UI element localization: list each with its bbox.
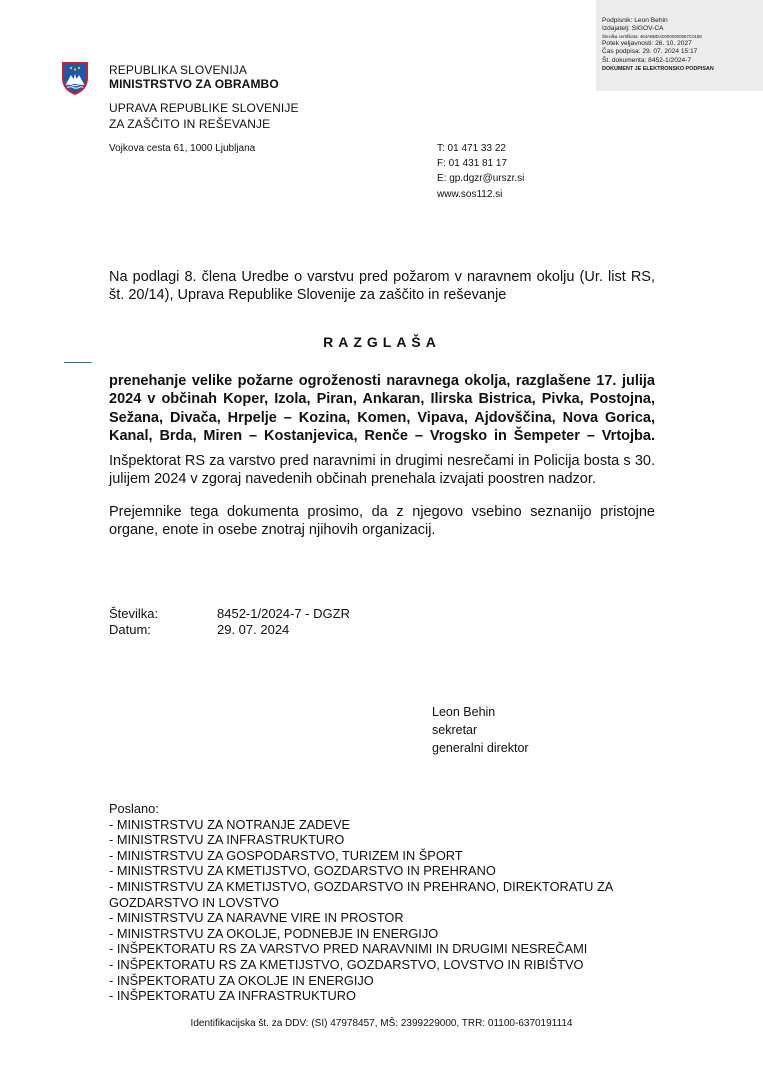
header-republic: REPUBLIKA SLOVENIJA <box>109 63 247 77</box>
list-item: - MINISTRSTVU ZA NOTRANJE ZADEVE <box>109 816 351 832</box>
header-ministry: MINISTRSTVO ZA OBRAMBO <box>109 77 279 91</box>
list-item: - INŠPEKTORATU ZA OKOLJE IN ENERGIJO <box>109 972 374 988</box>
sig-note: DOKUMENT JE ELEKTRONSKO PODPISAN <box>602 66 714 73</box>
recipients-list <box>109 801 629 1004</box>
number-label: Številka: <box>109 606 159 621</box>
recipients-label: Poslano: <box>109 801 159 816</box>
footer-identification: Identifikacijska št. za DDV: (SI) 47978457, MŠ: 2399229000, TRR: 01100-6370191114 <box>190 1018 573 1029</box>
header-address: Vojkova cesta 61, 1000 Ljubljana <box>109 143 256 154</box>
document-title: RAZGLAŠA <box>323 334 441 350</box>
announcement-text-last: Kanal, Brda, Miren – Kostanjevica, Renče – Vrogsko in Šempeter – Vrtojba. <box>109 427 655 444</box>
list-item: - MINISTRSTVU ZA KMETIJSTVO, GOZDARSTVO IN PREHRANO <box>109 863 496 879</box>
sig-issuer: Izdajatelj: SIGOV-CA <box>602 25 664 33</box>
number-value: 8452-1/2024-7 - DGZR <box>217 606 350 621</box>
sig-signer: Podpisnik: Leon Behin <box>602 17 668 24</box>
list-item: - INŠPEKTORATU RS ZA KMETIJSTVO, GOZDARSTVO, LOVSTVO IN RIBIŠTVO <box>109 956 584 972</box>
signature-box <box>596 0 763 91</box>
sig-doc-number: Št. dokumenta: 8452-1/2024-7 <box>602 56 692 64</box>
margin-line <box>64 362 92 363</box>
list-item: - INŠPEKTORATU ZA INFRASTRUKTURO <box>109 988 356 1004</box>
intro-paragraph: Na podlagi 8. člena Uredbe o varstvu pred požarom v naravnem okolju (Ur. list RS, št. 20/14), Uprava Republike Slovenije za zaščito in reševanje <box>109 269 655 304</box>
announcement-paragraph <box>109 372 655 445</box>
sig-valid-until: Potek veljavnosti: 26. 10. 2027 <box>602 39 692 47</box>
list-item: - MINISTRSTVU ZA GOSPODARSTVO, TURIZEM IN ŠPORT <box>109 847 463 863</box>
sig-cert-number: Številka certifikata: 464ABBDA00000000067C0180 <box>602 33 702 39</box>
header-email: E: gp.dgzr@urszr.si <box>437 173 525 184</box>
header-phone: T: 01 471 33 22 <box>437 143 506 154</box>
list-item: - MINISTRSTVU ZA OKOLJE, PODNEBJE IN ENERGIJO <box>109 925 439 941</box>
date-value: 29. 07. 2024 <box>217 622 290 637</box>
signer-title: generalni direktor <box>432 741 529 755</box>
header-web: www.sos112.si <box>437 189 503 200</box>
signer-role: sekretar <box>432 723 478 737</box>
recipients-request-paragraph: Prejemnike tega dokumenta prosimo, da z njegovo vsebino seznanijo pristojne organe, enote in osebe znotraj njihovih organizacij. <box>109 504 655 539</box>
header-administration: UPRAVA REPUBLIKE SLOVENIJE <box>109 101 299 115</box>
signer-name: Leon Behin <box>432 705 496 719</box>
date-label: Datum: <box>109 622 151 637</box>
header-fax: F: 01 431 81 17 <box>437 158 508 169</box>
list-item: - MINISTRSTVU ZA INFRASTRUKTURO <box>109 832 345 848</box>
announcement-text: prenehanje velike požarne ogroženosti naravnega okolja, razglašene 17. julija 2024 v občinah Koper, Izola, Piran, Ankaran, Ilirska Bistrica, Pivka, Postojna, Sežana, Divača, Hrpelje – Kozina, Komen, Vipava, Ajdovščina, Nova Gorica, <box>109 373 655 426</box>
sig-signed-at: Čas podpisa: 29. 07. 2024 15:17 <box>602 48 698 56</box>
inspection-paragraph: Inšpektorat RS za varstvo pred naravnimi in drugimi nesrečami in Policija bosta s 30. julijem 2024 v zgoraj navedenih občinah prenehala izvajati poostren nadzor. <box>109 453 655 488</box>
list-item: - INŠPEKTORATU RS ZA VARSTVO PRED NARAVNIMI IN DRUGIMI NESREČAMI <box>109 941 588 957</box>
header-administration-2: ZA ZAŠČITO IN REŠEVANJE <box>109 117 271 131</box>
coat-of-arms-icon <box>60 60 90 96</box>
list-item: - MINISTRSTVU ZA NARAVNE VIRE IN PROSTOR <box>109 910 404 926</box>
list-item: - MINISTRSTVU ZA KMETIJSTVO, GOZDARSTVO IN PREHRANO, DIREKTORATU ZA GOZDARSTVO IN LOVSTVO <box>109 878 613 910</box>
